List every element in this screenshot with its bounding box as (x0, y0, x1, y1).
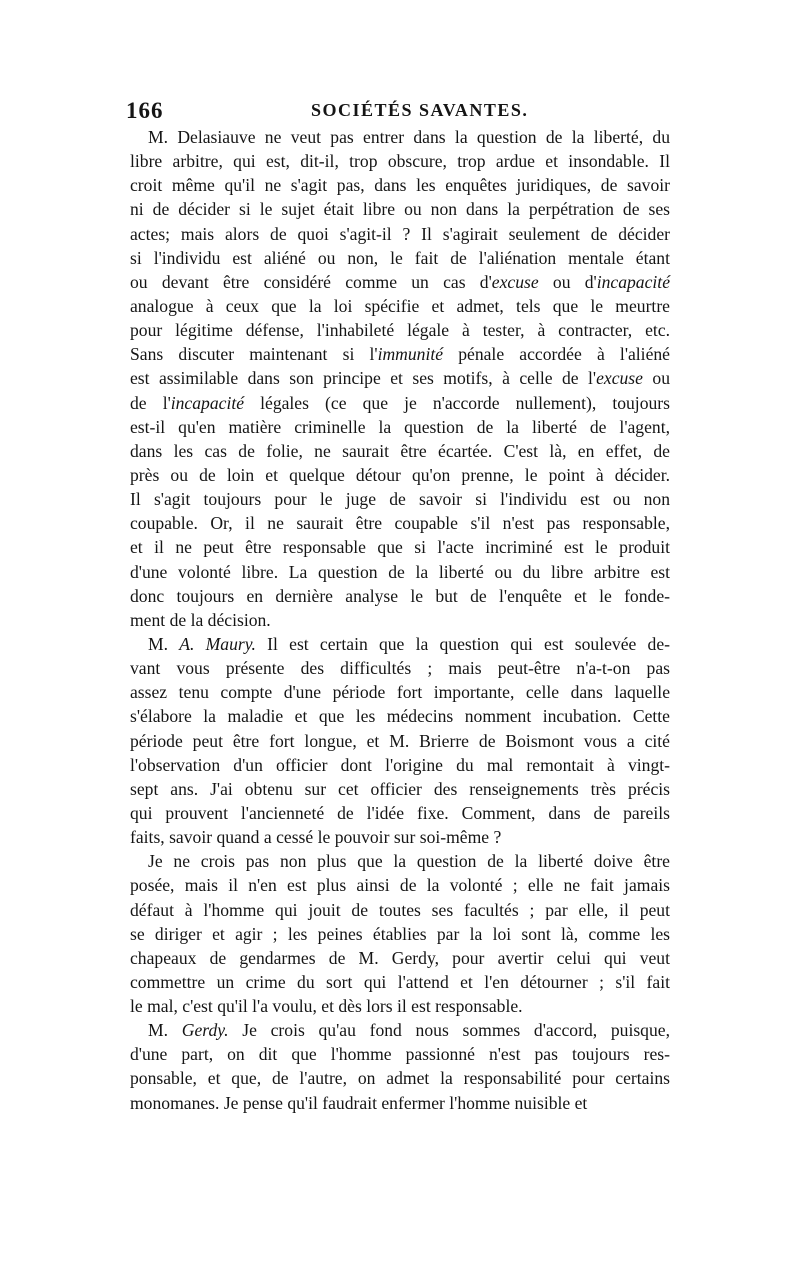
text-run: ponsable, et que, de l'autre, on admet la responsabilité pour certains (130, 1068, 670, 1089)
text-line (130, 415, 670, 439)
text-line (130, 270, 670, 294)
text-line (130, 1042, 670, 1066)
text-run: pour légitime défense, l'inhabileté légale à tester, à contracter, etc. (130, 320, 670, 341)
text-run: Il s'agit toujours pour le juge de savoir si l'individu est ou non (130, 489, 670, 510)
text-run: M. (148, 1020, 182, 1041)
italic-run: incapacité (596, 271, 670, 292)
text-line (130, 366, 670, 390)
text-line (130, 173, 670, 197)
text-line (130, 922, 670, 946)
text-run: si l'individu est aliéné ou non, le fait de l'aliénation mentale étant (130, 247, 670, 268)
text-line (130, 584, 670, 608)
text-line (130, 439, 670, 463)
text-run: légales (ce que je n'accorde nullement), toujours (244, 392, 670, 413)
text-line (130, 463, 670, 487)
text-line (130, 849, 670, 873)
text-run: se diriger et agir ; les peines établies par la loi sont là, comme les (130, 923, 670, 944)
text-run: croit même qu'il ne s'agit pas, dans les enquêtes juridiques, de savoir (130, 175, 670, 196)
text-run: vant vous présente des difficultés ; mais peut-être n'a-t-on pas (130, 658, 670, 679)
text-run: ment de la décision. (130, 609, 271, 630)
text-line (130, 487, 670, 511)
text-line (130, 149, 670, 173)
text-run: assez tenu compte d'une période fort importante, celle dans laquelle (130, 682, 670, 703)
text-run: de l' (130, 392, 171, 413)
text-line (130, 994, 670, 1018)
body-text (130, 125, 670, 1115)
italic-run: immunité (377, 344, 444, 365)
text-line (130, 1018, 670, 1042)
running-title: SOCIÉTÉS SAVANTES. (311, 100, 529, 120)
text-line (130, 632, 670, 656)
text-line (130, 125, 670, 149)
text-run: dans les cas de folie, ne saurait être écartée. C'est là, en effet, de (130, 440, 670, 461)
text-line (130, 246, 670, 270)
italic-run: excuse (596, 368, 643, 389)
text-line (130, 294, 670, 318)
text-line (130, 608, 670, 632)
text-line (130, 342, 670, 366)
text-run: posée, mais il n'en est plus ainsi de la volonté ; elle ne fait jamais (130, 875, 670, 896)
italic-run: Gerdy. (181, 1020, 229, 1041)
text-run: et il ne peut être responsable que si l'acte incriminé est le produit (130, 537, 670, 558)
text-line (130, 535, 670, 559)
italic-run: A. Maury. (179, 633, 256, 654)
text-run: libre arbitre, qui est, dit-il, trop obscure, trop ardue et insondable. Il (130, 151, 670, 172)
text-run: défaut à l'homme qui jouit de toutes ses facultés ; par elle, il peut (130, 899, 670, 920)
text-run: M. (148, 633, 180, 654)
text-line (130, 197, 670, 221)
text-line (130, 704, 670, 728)
text-line (130, 970, 670, 994)
text-run: ou devant être considéré comme un cas d' (130, 271, 492, 292)
text-line (130, 729, 670, 753)
text-run: Sans discuter maintenant si l' (130, 344, 378, 365)
text-run: monomanes. Je pense qu'il faudrait enfermer l'homme nuisible et (130, 1092, 588, 1113)
text-line (130, 1091, 670, 1115)
text-run: ou d' (538, 271, 597, 292)
text-line (130, 222, 670, 246)
text-run: qui prouvent l'ancienneté de l'idée fixe. Comment, dans de pareils (130, 802, 670, 823)
text-run: Je ne crois pas non plus que la question de la liberté doive être (148, 851, 670, 872)
page-number: 166 (126, 98, 164, 123)
text-line (130, 656, 670, 680)
text-run: sept ans. J'ai obtenu sur cet officier des renseignements très précis (130, 778, 670, 799)
text-line (130, 1066, 670, 1090)
text-line (130, 511, 670, 535)
italic-run: excuse (491, 271, 539, 292)
text-run: près ou de loin et quelque détour qu'on prenne, le point à décider. (130, 464, 670, 485)
text-run: le mal, c'est qu'il l'a voulu, et dès lors il est responsable. (130, 996, 523, 1017)
italic-run: incapacité (170, 392, 245, 413)
text-run: chapeaux de gendarmes de M. Gerdy, pour avertir celui qui veut (130, 947, 670, 968)
text-run: actes; mais alors de quoi s'agit-il ? Il s'agirait seulement de décider (130, 223, 670, 244)
text-run: Je crois qu'au fond nous sommes d'accord, puisque, (228, 1020, 670, 1041)
text-line (130, 318, 670, 342)
text-run: analogue à ceux que la loi spécifie et admet, tels que le meurtre (130, 295, 670, 316)
text-run: Il est certain que la question qui est soulevée de- (255, 633, 670, 654)
text-run: ni de décider si le sujet était libre ou non dans la perpétration de ses (130, 199, 670, 220)
text-run: est assimilable dans son principe et ses motifs, à celle de l' (130, 368, 597, 389)
text-run: donc toujours en dernière analyse le but de l'enquête et le fonde- (130, 585, 670, 606)
text-run: M. Delasiauve ne veut pas entrer dans la question de la liberté, du (148, 127, 670, 147)
text-line (130, 946, 670, 970)
text-run: l'observation d'un officier dont l'origine du mal remontait à vingt- (130, 754, 670, 775)
text-run: d'une volonté libre. La question de la liberté ou du libre arbitre est (130, 561, 670, 582)
text-run: pénale accordée à l'aliéné (443, 344, 670, 365)
text-run: faits, savoir quand a cessé le pouvoir sur soi-même ? (130, 827, 502, 848)
text-run: commettre un crime du sort qui l'attend et l'en détourner ; s'il fait (130, 971, 670, 992)
page-header (126, 98, 670, 124)
text-run: s'élabore la maladie et que les médecins nomment incubation. Cette (130, 706, 670, 727)
text-line (130, 898, 670, 922)
text-line (130, 825, 670, 849)
text-line (130, 391, 670, 415)
text-line (130, 753, 670, 777)
text-line (130, 560, 670, 584)
text-line (130, 873, 670, 897)
text-run: d'une part, on dit que l'homme passionné n'est pas toujours res- (130, 1044, 670, 1065)
text-line (130, 777, 670, 801)
text-run: est-il qu'en matière criminelle la question de la liberté de l'agent, (130, 416, 670, 437)
text-line (130, 801, 670, 825)
text-run: période peut être fort longue, et M. Brierre de Boismont vous a cité (130, 730, 670, 751)
text-run: coupable. Or, il ne saurait être coupable s'il n'est pas responsable, (130, 513, 670, 534)
text-run: ou (642, 368, 670, 389)
text-line (130, 680, 670, 704)
